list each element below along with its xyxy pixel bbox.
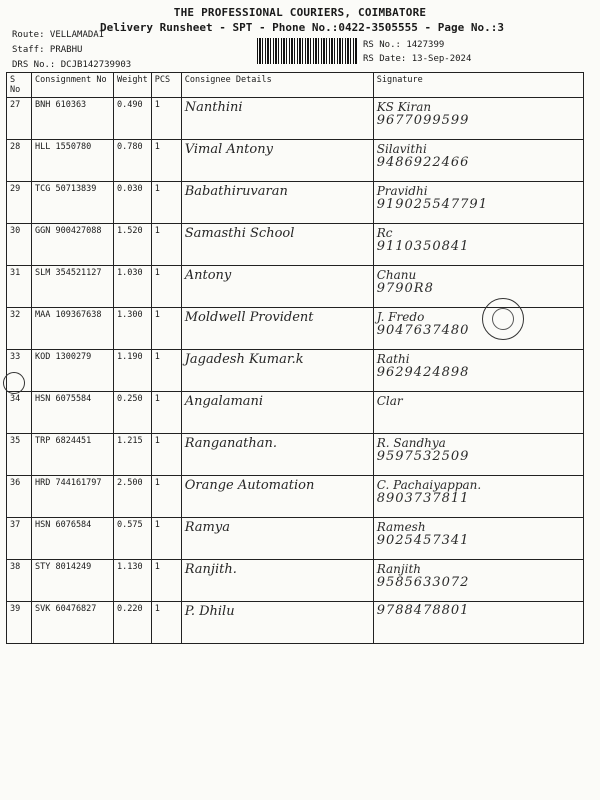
weight-cell: 0.575 bbox=[114, 518, 152, 560]
consignee-cell: Nanthini bbox=[181, 98, 373, 140]
table-row bbox=[7, 434, 584, 476]
signature-text: R. Sandhya bbox=[376, 436, 446, 450]
consignment-cell: KOD 1300279 bbox=[32, 350, 114, 392]
sno-cell: 36 bbox=[7, 476, 32, 518]
header-row bbox=[7, 73, 584, 98]
pcs-cell: 1 bbox=[151, 182, 181, 224]
weight-cell: 1.190 bbox=[114, 350, 152, 392]
weight-cell: 0.250 bbox=[114, 392, 152, 434]
sno-cell: 39 bbox=[7, 602, 32, 644]
consignee-cell: Orange Automation bbox=[181, 476, 373, 518]
consignee-cell: Antony bbox=[181, 266, 373, 308]
col-consignee-header: Consignee Details bbox=[181, 73, 373, 98]
sno-cell: 35 bbox=[7, 434, 32, 476]
signature-phone: 9629424898 bbox=[376, 365, 470, 380]
signature-phone: 919025547791 bbox=[376, 197, 488, 212]
signature-cell bbox=[373, 350, 583, 392]
drs-number: DRS No.: DCJB142739903 bbox=[12, 60, 132, 70]
company-stamp-inner bbox=[492, 308, 514, 330]
table-row bbox=[7, 224, 584, 266]
pcs-cell: 1 bbox=[151, 266, 181, 308]
sno-cell: 31 bbox=[7, 266, 32, 308]
weight-cell: 0.490 bbox=[114, 98, 152, 140]
barcode-image bbox=[257, 38, 357, 64]
col-consignment-header: Consignment No bbox=[32, 73, 114, 98]
pcs-cell: 1 bbox=[151, 476, 181, 518]
table-row bbox=[7, 98, 584, 140]
col-sno-header: S No bbox=[7, 73, 32, 98]
weight-cell: 1.300 bbox=[114, 308, 152, 350]
table-row bbox=[7, 140, 584, 182]
signature-phone: 9585633072 bbox=[376, 575, 470, 590]
runsheet-title: Delivery Runsheet - SPT - Phone No.:0422-3505555 - Page No.:3 bbox=[100, 21, 504, 34]
consignee-cell: Ranjith. bbox=[181, 560, 373, 602]
signature-phone: 9047637480 bbox=[376, 323, 470, 338]
signature-cell bbox=[373, 266, 583, 308]
signature-text: Rathi bbox=[376, 352, 410, 366]
consignee-cell: Ranganathan. bbox=[181, 434, 373, 476]
consignee-cell: Samasthi School bbox=[181, 224, 373, 266]
signature-cell bbox=[373, 476, 583, 518]
sno-cell: 28 bbox=[7, 140, 32, 182]
table-row bbox=[7, 392, 584, 434]
consignment-cell: MAA 109367638 bbox=[32, 308, 114, 350]
signature-text: KS Kiran bbox=[376, 100, 432, 114]
sno-cell: 33 bbox=[7, 350, 32, 392]
weight-cell: 1.130 bbox=[114, 560, 152, 602]
signature-cell bbox=[373, 98, 583, 140]
signature-text: Rc bbox=[376, 226, 393, 240]
consignment-cell: SLM 354521127 bbox=[32, 266, 114, 308]
table-row bbox=[7, 602, 584, 644]
col-signature-header: Signature bbox=[373, 73, 583, 98]
consignment-cell: HLL 1550780 bbox=[32, 140, 114, 182]
signature-text: Silavithi bbox=[376, 142, 427, 156]
pcs-cell: 1 bbox=[151, 350, 181, 392]
signature-phone: 8903737811 bbox=[376, 491, 470, 506]
pcs-cell: 1 bbox=[151, 392, 181, 434]
consignee-cell: Moldwell Provident bbox=[181, 308, 373, 350]
pcs-cell: 1 bbox=[151, 98, 181, 140]
pcs-cell: 1 bbox=[151, 518, 181, 560]
consignment-cell: HSN 6075584 bbox=[32, 392, 114, 434]
signature-cell bbox=[373, 140, 583, 182]
signature-cell bbox=[373, 560, 583, 602]
consignee-cell: Angalamani bbox=[181, 392, 373, 434]
sno-cell: 37 bbox=[7, 518, 32, 560]
runsheet-table bbox=[6, 72, 584, 644]
weight-cell: 0.780 bbox=[114, 140, 152, 182]
signature-text: Chanu bbox=[376, 268, 417, 282]
consignment-cell: GGN 900427088 bbox=[32, 224, 114, 266]
table-row bbox=[7, 182, 584, 224]
signature-cell bbox=[373, 224, 583, 266]
consignee-cell: Ramya bbox=[181, 518, 373, 560]
weight-cell: 2.500 bbox=[114, 476, 152, 518]
consignee-cell: Babathiruvaran bbox=[181, 182, 373, 224]
pcs-cell: 1 bbox=[151, 560, 181, 602]
consignee-cell: Vimal Antony bbox=[181, 140, 373, 182]
pcs-cell: 1 bbox=[151, 602, 181, 644]
sno-cell: 30 bbox=[7, 224, 32, 266]
pcs-cell: 1 bbox=[151, 224, 181, 266]
sno-cell: 29 bbox=[7, 182, 32, 224]
signature-text: Pravidhi bbox=[376, 184, 428, 198]
handwritten-circle-mark bbox=[3, 372, 25, 394]
signature-cell bbox=[373, 182, 583, 224]
table-row bbox=[7, 560, 584, 602]
signature-cell bbox=[373, 308, 583, 350]
col-pcs-header: PCS bbox=[151, 73, 181, 98]
weight-cell: 1.030 bbox=[114, 266, 152, 308]
signature-cell bbox=[373, 434, 583, 476]
signature-text: Ranjith bbox=[376, 562, 422, 576]
consignment-cell: TRP 6824451 bbox=[32, 434, 114, 476]
route-label: Route: VELLAMADAI bbox=[12, 30, 105, 40]
sno-cell: 27 bbox=[7, 98, 32, 140]
weight-cell: 1.215 bbox=[114, 434, 152, 476]
signature-cell bbox=[373, 392, 583, 434]
consignee-cell: P. Dhilu bbox=[181, 602, 373, 644]
pcs-cell: 1 bbox=[151, 434, 181, 476]
consignment-cell: BNH 610363 bbox=[32, 98, 114, 140]
col-weight-header: Weight bbox=[114, 73, 152, 98]
pcs-cell: 1 bbox=[151, 140, 181, 182]
signature-text: Ramesh bbox=[376, 520, 426, 534]
consignment-cell: SVK 60476827 bbox=[32, 602, 114, 644]
rs-date: RS Date: 13-Sep-2024 bbox=[363, 54, 472, 64]
sno-cell: 38 bbox=[7, 560, 32, 602]
signature-phone: 9677099599 bbox=[376, 113, 470, 128]
consignment-cell: TCG 50713839 bbox=[32, 182, 114, 224]
signature-text: C. Pachaiyappan. bbox=[376, 478, 482, 492]
consignee-cell: Jagadesh Kumar.k bbox=[181, 350, 373, 392]
signature-phone: 9788478801 bbox=[376, 603, 470, 618]
weight-cell: 1.520 bbox=[114, 224, 152, 266]
consignment-cell: HSN 6076584 bbox=[32, 518, 114, 560]
pcs-cell: 1 bbox=[151, 308, 181, 350]
company-title: THE PROFESSIONAL COURIERS, COIMBATORE bbox=[173, 6, 427, 19]
table-row bbox=[7, 518, 584, 560]
signature-text: Clar bbox=[376, 394, 403, 408]
table-row bbox=[7, 476, 584, 518]
sno-cell: 34 bbox=[7, 392, 32, 434]
signature-phone: 9486922466 bbox=[376, 155, 470, 170]
signature-phone: 9110350841 bbox=[376, 239, 470, 254]
signature-cell bbox=[373, 602, 583, 644]
consignment-cell: HRD 744161797 bbox=[32, 476, 114, 518]
signature-text: J. Fredo bbox=[376, 310, 425, 324]
table-row bbox=[7, 350, 584, 392]
consignment-cell: STY 8014249 bbox=[32, 560, 114, 602]
weight-cell: 0.220 bbox=[114, 602, 152, 644]
sno-cell: 32 bbox=[7, 308, 32, 350]
staff-label: Staff: PRABHU bbox=[12, 45, 83, 55]
rs-number: RS No.: 1427399 bbox=[363, 40, 445, 50]
signature-phone: 9597532509 bbox=[376, 449, 470, 464]
signature-phone: 9790R8 bbox=[376, 281, 434, 296]
weight-cell: 0.030 bbox=[114, 182, 152, 224]
signature-cell bbox=[373, 518, 583, 560]
signature-phone: 9025457341 bbox=[376, 533, 470, 548]
